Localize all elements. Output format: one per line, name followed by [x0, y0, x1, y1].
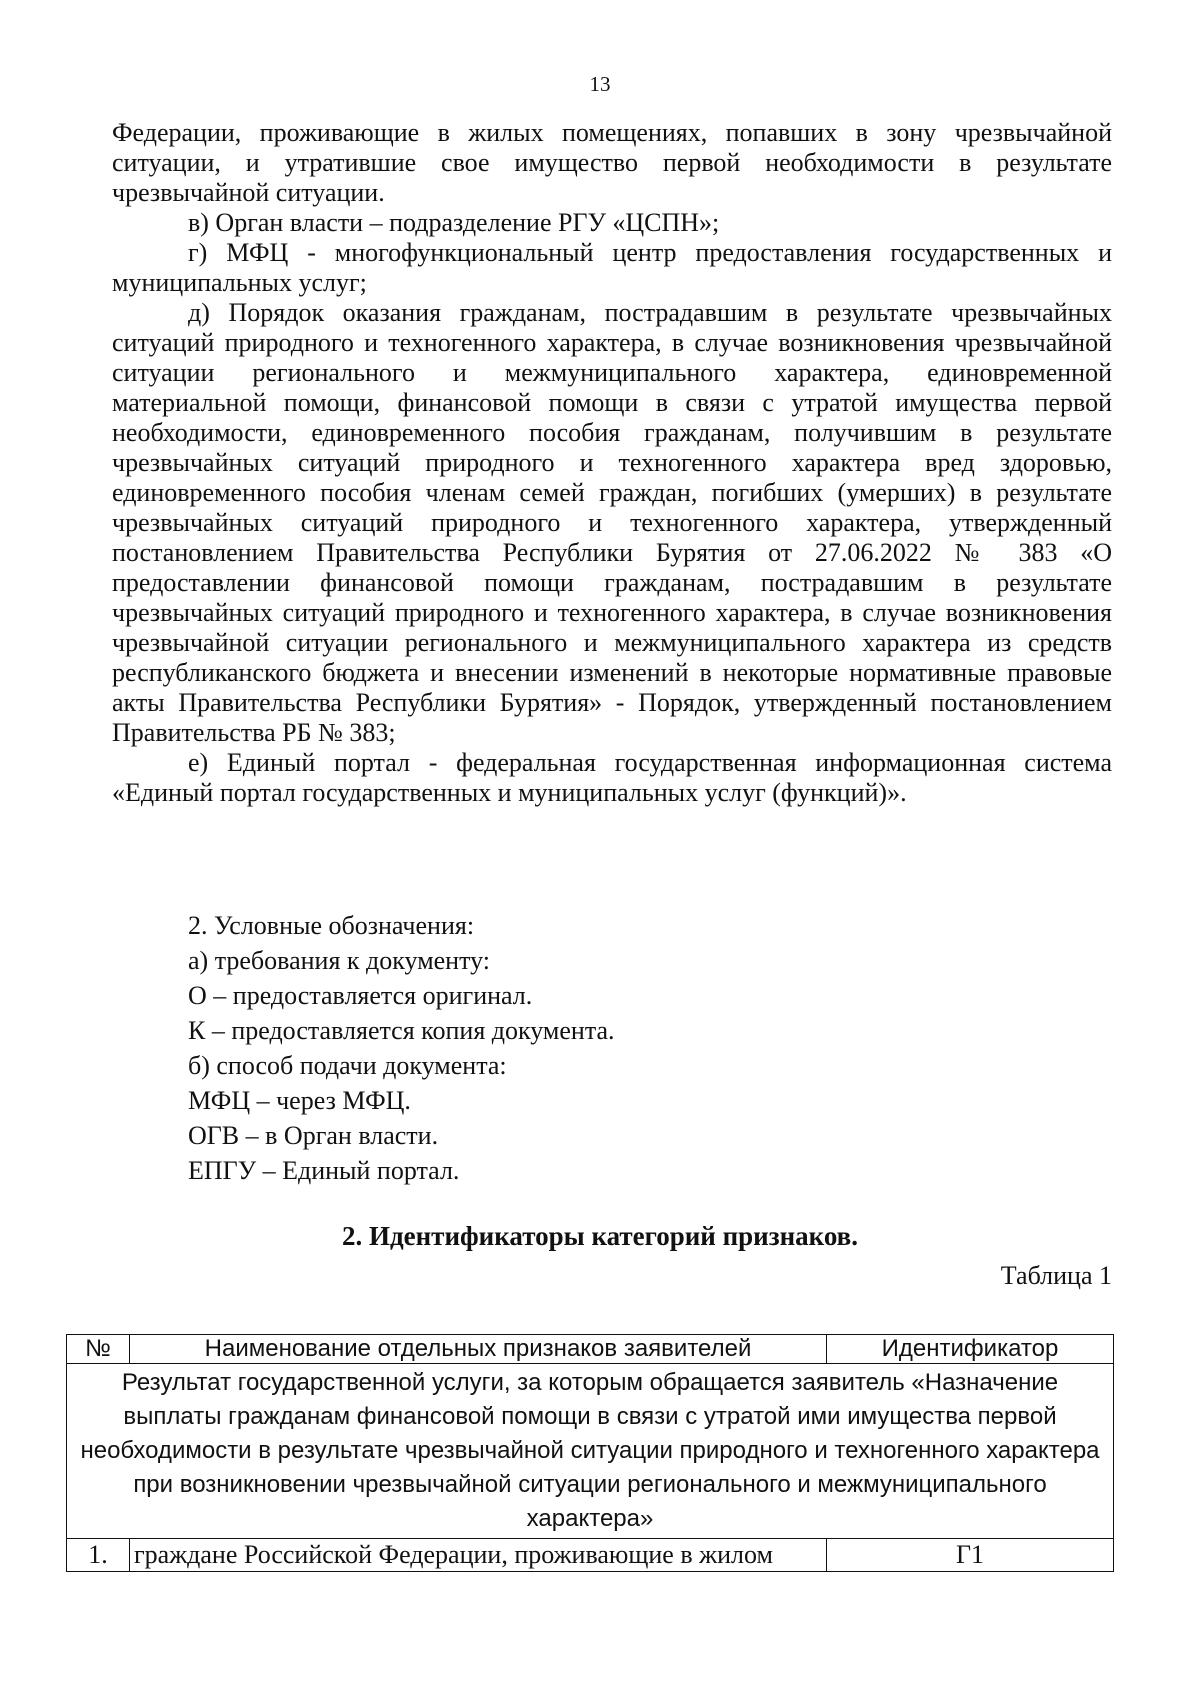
section-heading: 2. Идентификаторы категорий признаков.	[341, 1221, 859, 1251]
table-row	[67, 1539, 1114, 1572]
header-name: Наименование отдельных признаков заявителей	[130, 1335, 827, 1364]
page-number: 13	[589, 72, 611, 96]
body-text	[112, 118, 1112, 808]
identifiers-table	[66, 1334, 1114, 1572]
paragraph-continuation: Федерации, проживающие в жилых помещениях, попавших в зону чрезвычайной ситуации, и утратившие свое имущество первой необходимости в результате чрезвычайной ситуации.	[112, 118, 1112, 207]
header-num: №	[67, 1335, 130, 1364]
paragraph-item-d: д) Порядок оказания гражданам, пострадавшим в результате чрезвычайных ситуаций природного и техногенного характера, в случае возникновения чрезвычайной ситуации регионального и межмуниципального характера, единовременной материальной помощи, финансовой помощи в связи с утратой имущества первой необходимости, единовременного пособия гражданам, получившим в результате чрезвычайных ситуаций природного и техногенного характера вред здоровью, единовременного пособия членам семей граждан, погибших (умерших) в результате чрезвычайных ситуаций природного и техногенного характера, утвержденный постановлением Правительства Республики Бурятия от 27.06.2022 № 383 «О предоставлении финансовой помощи гражданам, пострадавшим в результате чрезвычайных ситуаций природного и техногенного характера, в случае возникновения чрезвычайной ситуации регионального и межмуниципального характера из средств республиканского бюджета и внесении изменений в некоторые нормативные правовые акты Правительства Республики Бурятия» - Порядок, утвержденный постановлением Правительства РБ № 383;	[112, 298, 1112, 747]
legend-method-epgu: ЕПГУ – Единый портал.	[188, 1156, 460, 1185]
legend-method-mfc: МФЦ – через МФЦ.	[188, 1086, 411, 1115]
table-caption: Таблица 1	[1000, 1261, 1112, 1290]
paragraph-item-v: в) Орган власти – подразделение РГУ «ЦСПН»;	[188, 208, 720, 237]
header-identifier: Идентификатор	[827, 1335, 1114, 1364]
group-title: Результат государственной услуги, за которым обращается заявитель «Назначение выплаты гражданам финансовой помощи в связи с утратой ими имущества первой необходимости в результате чрезвычайной ситуации природного и техногенного характера при возникновении чрезвычайной ситуации регионального и межмуниципального характера»	[67, 1364, 1114, 1539]
legend-method-title: б) способ подачи документа:	[188, 1051, 507, 1080]
row-identifier: Г1	[827, 1539, 1114, 1572]
legend-requirements-title: а) требования к документу:	[188, 946, 490, 975]
legend-block	[188, 908, 1088, 1188]
legend-original: О – предоставляется оригинал.	[188, 981, 533, 1010]
legend-method-ogv: ОГВ – в Орган власти.	[188, 1121, 439, 1150]
paragraph-item-e: е) Единый портал - федеральная государственная информационная система «Единый портал государственных и муниципальных услуг (функций)».	[112, 748, 1112, 807]
row-num: 1.	[67, 1539, 130, 1572]
legend-title: 2. Условные обозначения:	[188, 911, 475, 940]
table-header-row	[67, 1335, 1114, 1364]
row-name: граждане Российской Федерации, проживающие в жилом	[130, 1539, 827, 1572]
legend-copy: К – предоставляется копия документа.	[188, 1016, 615, 1045]
table-group-row	[67, 1364, 1114, 1539]
paragraph-item-g: г) МФЦ - многофункциональный центр предоставления государственных и муниципальных услуг;	[112, 238, 1112, 297]
